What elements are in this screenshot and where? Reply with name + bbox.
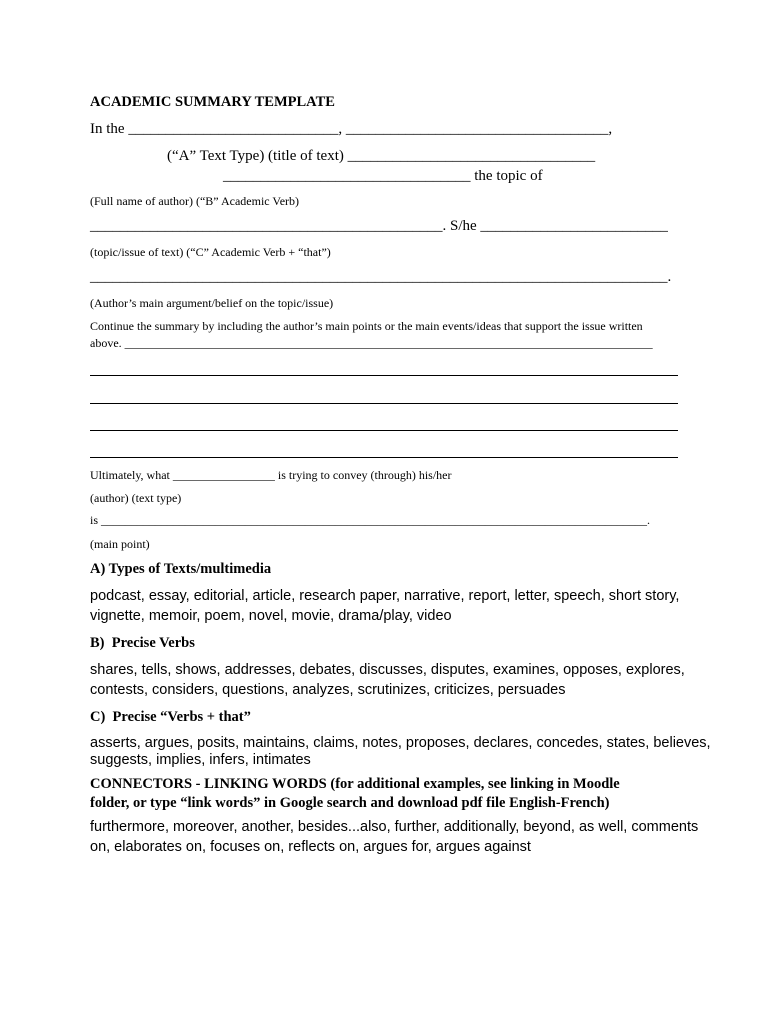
fill-line-topic: _________________________________ the topic of (223, 168, 543, 184)
continue-instruction: Continue the summary by including the author’s main points or the main events/ideas that support the issue written (90, 319, 643, 333)
fill-line-main-argument: _____________________________________________________________________________. (90, 269, 672, 285)
hint-main-argument: (Author’s main argument/belief on the topic/issue) (90, 296, 334, 310)
continue-instruction-line-2: above. ________________________________________________________________________________________ (90, 336, 653, 350)
section-c-heading: C) Precise “Verbs + that” (90, 709, 251, 725)
connectors-list-line-2: on, elaborates on, focuses on, reflects on, argues for, argues against (90, 839, 531, 855)
section-a-list: podcast, essay, editorial, article, research paper, narrative, report, letter, speech, short story, (90, 588, 680, 604)
blank-rule (90, 403, 678, 404)
section-a-list-line-2: vignette, memoir, poem, novel, movie, drama/play, video (90, 608, 452, 624)
template-title: ACADEMIC SUMMARY TEMPLATE (90, 94, 335, 110)
section-c-list-line-2: suggests, implies, infers, intimates (90, 752, 311, 768)
fill-line-author: (“A” Text Type) (title of text) _________________________________ (167, 148, 596, 164)
blank-rule (90, 430, 678, 431)
section-c-list: asserts, argues, posits, maintains, claims, notes, proposes, declares, concedes, states, believes, (90, 735, 711, 751)
connectors-list: furthermore, moreover, another, besides...also, further, additionally, beyond, as well, comments (90, 819, 699, 835)
connectors-heading: CONNECTORS - LINKING WORDS (for additional examples, see linking in Moodle (90, 776, 620, 792)
hint-main-point: (main point) (90, 537, 150, 551)
hint-topic-verb-that: (topic/issue of text) (“C” Academic Verb + “that”) (90, 245, 331, 259)
blank-rule (90, 457, 678, 458)
hint-author-text-type: (author) (text type) (90, 491, 182, 505)
ultimately-line: Ultimately, what _________________ is trying to convey (through) his/her (90, 468, 452, 482)
fill-line-text-type-title: In the ____________________________, ___________________________________, (90, 121, 613, 137)
section-a-heading: A) Types of Texts/multimedia (90, 561, 272, 577)
hint-author-verb: (Full name of author) (“B” Academic Verb) (90, 194, 300, 208)
fill-line-topic-issue: _______________________________________________. S/he _________________________ (90, 218, 668, 234)
main-point-line: is ___________________________________________________________________________________________. (90, 513, 651, 527)
section-b-list: shares, tells, shows, addresses, debates, discusses, disputes, examines, opposes, explores, (90, 662, 685, 678)
connectors-heading-line-2: folder, or type “link words” in Google search and download pdf file English-French) (90, 795, 610, 811)
blank-rule (90, 375, 678, 376)
section-b-heading: B) Precise Verbs (90, 635, 195, 651)
section-b-list-line-2: contests, considers, questions, analyzes, scrutinizes, criticizes, persuades (90, 682, 566, 698)
